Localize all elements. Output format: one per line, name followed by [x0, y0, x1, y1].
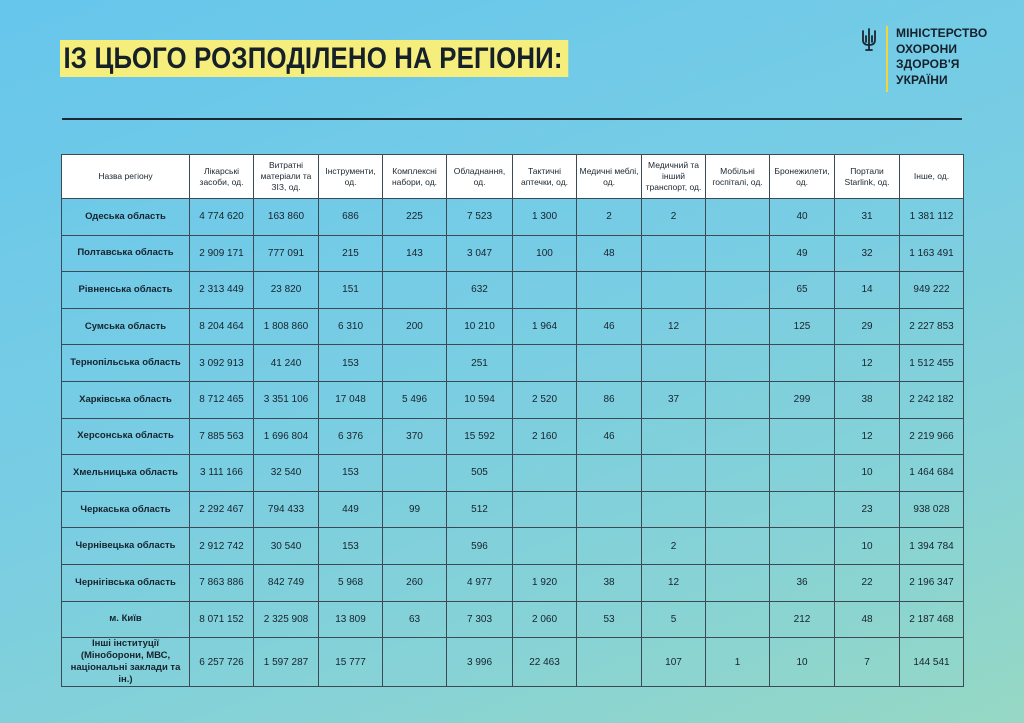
value-cell: 632	[447, 272, 513, 309]
value-cell: 1 964	[513, 308, 577, 345]
table-header-row	[62, 155, 964, 199]
value-cell	[577, 272, 642, 309]
value-cell: 3 351 106	[254, 381, 319, 418]
value-cell: 100	[513, 235, 577, 272]
value-cell: 153	[319, 455, 383, 492]
value-cell: 2 219 966	[900, 418, 964, 455]
value-cell: 7 303	[447, 601, 513, 638]
value-cell: 7 863 886	[190, 564, 254, 601]
value-cell: 299	[770, 381, 835, 418]
value-cell: 10	[770, 638, 835, 687]
value-cell	[770, 418, 835, 455]
value-cell: 3 047	[447, 235, 513, 272]
value-cell: 10	[835, 528, 900, 565]
region-name-cell: Сумська область	[62, 308, 190, 345]
value-cell	[706, 272, 770, 309]
value-cell	[383, 638, 447, 687]
value-cell: 46	[577, 418, 642, 455]
ministry-logo	[860, 26, 987, 92]
regions-table	[61, 154, 964, 687]
value-cell: 1 808 860	[254, 308, 319, 345]
ministry-name	[896, 26, 987, 88]
value-cell: 8 204 464	[190, 308, 254, 345]
column-header: Витратні матеріали та ЗІЗ, од.	[254, 155, 319, 199]
value-cell: 4 977	[447, 564, 513, 601]
value-cell: 505	[447, 455, 513, 492]
value-cell: 2 325 908	[254, 601, 319, 638]
value-cell	[577, 528, 642, 565]
value-cell: 449	[319, 491, 383, 528]
value-cell: 30 540	[254, 528, 319, 565]
table-row	[62, 638, 964, 687]
value-cell: 2	[577, 199, 642, 236]
value-cell: 53	[577, 601, 642, 638]
value-cell	[706, 418, 770, 455]
column-header: Тактичні аптечки, од.	[513, 155, 577, 199]
table-row	[62, 235, 964, 272]
value-cell	[642, 272, 706, 309]
table-row	[62, 564, 964, 601]
value-cell: 163 860	[254, 199, 319, 236]
value-cell	[642, 345, 706, 382]
value-cell: 7 523	[447, 199, 513, 236]
value-cell: 215	[319, 235, 383, 272]
value-cell: 29	[835, 308, 900, 345]
table-row	[62, 528, 964, 565]
value-cell	[577, 638, 642, 687]
value-cell: 842 749	[254, 564, 319, 601]
value-cell: 48	[577, 235, 642, 272]
value-cell: 12	[835, 418, 900, 455]
value-cell: 17 048	[319, 381, 383, 418]
logo-accent-bar	[886, 26, 888, 92]
value-cell: 7 885 563	[190, 418, 254, 455]
table-row	[62, 491, 964, 528]
value-cell	[642, 418, 706, 455]
value-cell: 13 809	[319, 601, 383, 638]
table-row	[62, 601, 964, 638]
value-cell	[706, 381, 770, 418]
value-cell	[706, 601, 770, 638]
value-cell: 251	[447, 345, 513, 382]
table-row	[62, 418, 964, 455]
value-cell: 2	[642, 528, 706, 565]
value-cell: 31	[835, 199, 900, 236]
value-cell: 8 712 465	[190, 381, 254, 418]
column-header: Портали Starlink, од.	[835, 155, 900, 199]
column-header: Лікарські засоби, од.	[190, 155, 254, 199]
region-name-cell: м. Київ	[62, 601, 190, 638]
ministry-line: МІНІСТЕРСТВО	[896, 26, 988, 40]
value-cell: 370	[383, 418, 447, 455]
value-cell: 1 300	[513, 199, 577, 236]
value-cell: 949 222	[900, 272, 964, 309]
value-cell: 49	[770, 235, 835, 272]
value-cell	[577, 345, 642, 382]
value-cell: 1 512 455	[900, 345, 964, 382]
region-name-cell: Чернівецька область	[62, 528, 190, 565]
value-cell: 10	[835, 455, 900, 492]
value-cell: 22	[835, 564, 900, 601]
value-cell: 6 257 726	[190, 638, 254, 687]
value-cell: 1 163 491	[900, 235, 964, 272]
value-cell: 2 187 468	[900, 601, 964, 638]
table-row	[62, 381, 964, 418]
value-cell: 2 912 742	[190, 528, 254, 565]
value-cell	[642, 491, 706, 528]
value-cell	[383, 528, 447, 565]
column-header: Обладнання, од.	[447, 155, 513, 199]
value-cell: 40	[770, 199, 835, 236]
region-name-cell: Інші інституції (Міноборони, МВС, національні заклади та ін.)	[62, 638, 190, 687]
value-cell: 2 292 467	[190, 491, 254, 528]
value-cell: 86	[577, 381, 642, 418]
region-name-cell: Хмельницька область	[62, 455, 190, 492]
value-cell: 225	[383, 199, 447, 236]
value-cell: 1 381 112	[900, 199, 964, 236]
value-cell	[513, 345, 577, 382]
value-cell	[383, 455, 447, 492]
value-cell: 1 464 684	[900, 455, 964, 492]
value-cell	[706, 308, 770, 345]
value-cell: 686	[319, 199, 383, 236]
region-name-cell: Тернопільська область	[62, 345, 190, 382]
value-cell: 6 310	[319, 308, 383, 345]
value-cell: 8 071 152	[190, 601, 254, 638]
value-cell	[383, 272, 447, 309]
value-cell: 65	[770, 272, 835, 309]
table-row	[62, 345, 964, 382]
value-cell: 3 092 913	[190, 345, 254, 382]
value-cell: 38	[835, 381, 900, 418]
value-cell	[642, 455, 706, 492]
table-body	[62, 199, 964, 687]
value-cell: 260	[383, 564, 447, 601]
value-cell	[513, 455, 577, 492]
table-row	[62, 308, 964, 345]
value-cell: 4 774 620	[190, 199, 254, 236]
title-divider	[62, 118, 962, 120]
value-cell: 2 160	[513, 418, 577, 455]
value-cell: 153	[319, 345, 383, 382]
value-cell: 41 240	[254, 345, 319, 382]
region-name-cell: Херсонська область	[62, 418, 190, 455]
value-cell: 38	[577, 564, 642, 601]
value-cell: 1 597 287	[254, 638, 319, 687]
value-cell: 200	[383, 308, 447, 345]
table-row	[62, 272, 964, 309]
column-header: Інше, од.	[900, 155, 964, 199]
value-cell	[706, 345, 770, 382]
column-header: Комплексні набори, од.	[383, 155, 447, 199]
value-cell: 32	[835, 235, 900, 272]
ministry-line: УКРАЇНИ	[896, 72, 948, 87]
region-name-cell: Полтавська область	[62, 235, 190, 272]
value-cell: 2 196 347	[900, 564, 964, 601]
value-cell: 143	[383, 235, 447, 272]
value-cell	[577, 491, 642, 528]
value-cell	[706, 235, 770, 272]
value-cell: 2	[642, 199, 706, 236]
value-cell: 2 227 853	[900, 308, 964, 345]
ministry-line: ЗДОРОВ'Я	[896, 57, 960, 71]
value-cell: 2 242 182	[900, 381, 964, 418]
value-cell: 15 592	[447, 418, 513, 455]
value-cell: 794 433	[254, 491, 319, 528]
value-cell: 5 496	[383, 381, 447, 418]
value-cell: 48	[835, 601, 900, 638]
value-cell: 107	[642, 638, 706, 687]
value-cell	[770, 455, 835, 492]
value-cell	[513, 528, 577, 565]
column-header: Медичний та інший транспорт, од.	[642, 155, 706, 199]
region-name-cell: Одеська область	[62, 199, 190, 236]
ministry-line: ОХОРОНИ	[896, 41, 958, 56]
value-cell	[706, 564, 770, 601]
value-cell: 1	[706, 638, 770, 687]
region-name-cell: Чернігівська область	[62, 564, 190, 601]
value-cell	[383, 345, 447, 382]
value-cell: 596	[447, 528, 513, 565]
value-cell: 12	[642, 308, 706, 345]
value-cell: 938 028	[900, 491, 964, 528]
value-cell: 1 394 784	[900, 528, 964, 565]
value-cell: 46	[577, 308, 642, 345]
value-cell: 37	[642, 381, 706, 418]
value-cell: 512	[447, 491, 513, 528]
value-cell	[770, 491, 835, 528]
value-cell	[513, 491, 577, 528]
value-cell: 1 696 804	[254, 418, 319, 455]
value-cell	[706, 455, 770, 492]
column-header: Мобільні госпіталі, од.	[706, 155, 770, 199]
value-cell: 151	[319, 272, 383, 309]
column-header: Бронежилети, од.	[770, 155, 835, 199]
value-cell: 153	[319, 528, 383, 565]
value-cell: 22 463	[513, 638, 577, 687]
value-cell: 144 541	[900, 638, 964, 687]
value-cell: 15 777	[319, 638, 383, 687]
region-name-cell: Черкаська область	[62, 491, 190, 528]
value-cell: 14	[835, 272, 900, 309]
value-cell: 3 996	[447, 638, 513, 687]
value-cell: 32 540	[254, 455, 319, 492]
value-cell: 2 060	[513, 601, 577, 638]
value-cell	[706, 199, 770, 236]
value-cell	[706, 528, 770, 565]
region-name-cell: Харківська область	[62, 381, 190, 418]
value-cell	[577, 455, 642, 492]
region-name-cell: Рівненська область	[62, 272, 190, 309]
value-cell: 12	[642, 564, 706, 601]
value-cell: 63	[383, 601, 447, 638]
value-cell	[706, 491, 770, 528]
value-cell: 777 091	[254, 235, 319, 272]
value-cell	[642, 235, 706, 272]
value-cell: 5	[642, 601, 706, 638]
column-header-region: Назва регіону	[62, 155, 190, 199]
value-cell: 7	[835, 638, 900, 687]
table-row	[62, 455, 964, 492]
value-cell	[770, 528, 835, 565]
value-cell: 6 376	[319, 418, 383, 455]
value-cell: 5 968	[319, 564, 383, 601]
value-cell: 10 594	[447, 381, 513, 418]
column-header: Медичні меблі, од.	[577, 155, 642, 199]
value-cell: 3 111 166	[190, 455, 254, 492]
trident-icon	[860, 28, 878, 52]
value-cell: 1 920	[513, 564, 577, 601]
value-cell: 99	[383, 491, 447, 528]
table-row	[62, 199, 964, 236]
value-cell	[770, 345, 835, 382]
value-cell: 23 820	[254, 272, 319, 309]
value-cell: 2 909 171	[190, 235, 254, 272]
value-cell: 23	[835, 491, 900, 528]
page-title: ІЗ ЦЬОГО РОЗПОДІЛЕНО НА РЕГІОНИ:	[60, 40, 568, 77]
column-header: Інструменти, од.	[319, 155, 383, 199]
value-cell: 36	[770, 564, 835, 601]
value-cell	[513, 272, 577, 309]
value-cell: 125	[770, 308, 835, 345]
value-cell: 2 313 449	[190, 272, 254, 309]
value-cell: 10 210	[447, 308, 513, 345]
value-cell: 212	[770, 601, 835, 638]
value-cell: 12	[835, 345, 900, 382]
value-cell: 2 520	[513, 381, 577, 418]
